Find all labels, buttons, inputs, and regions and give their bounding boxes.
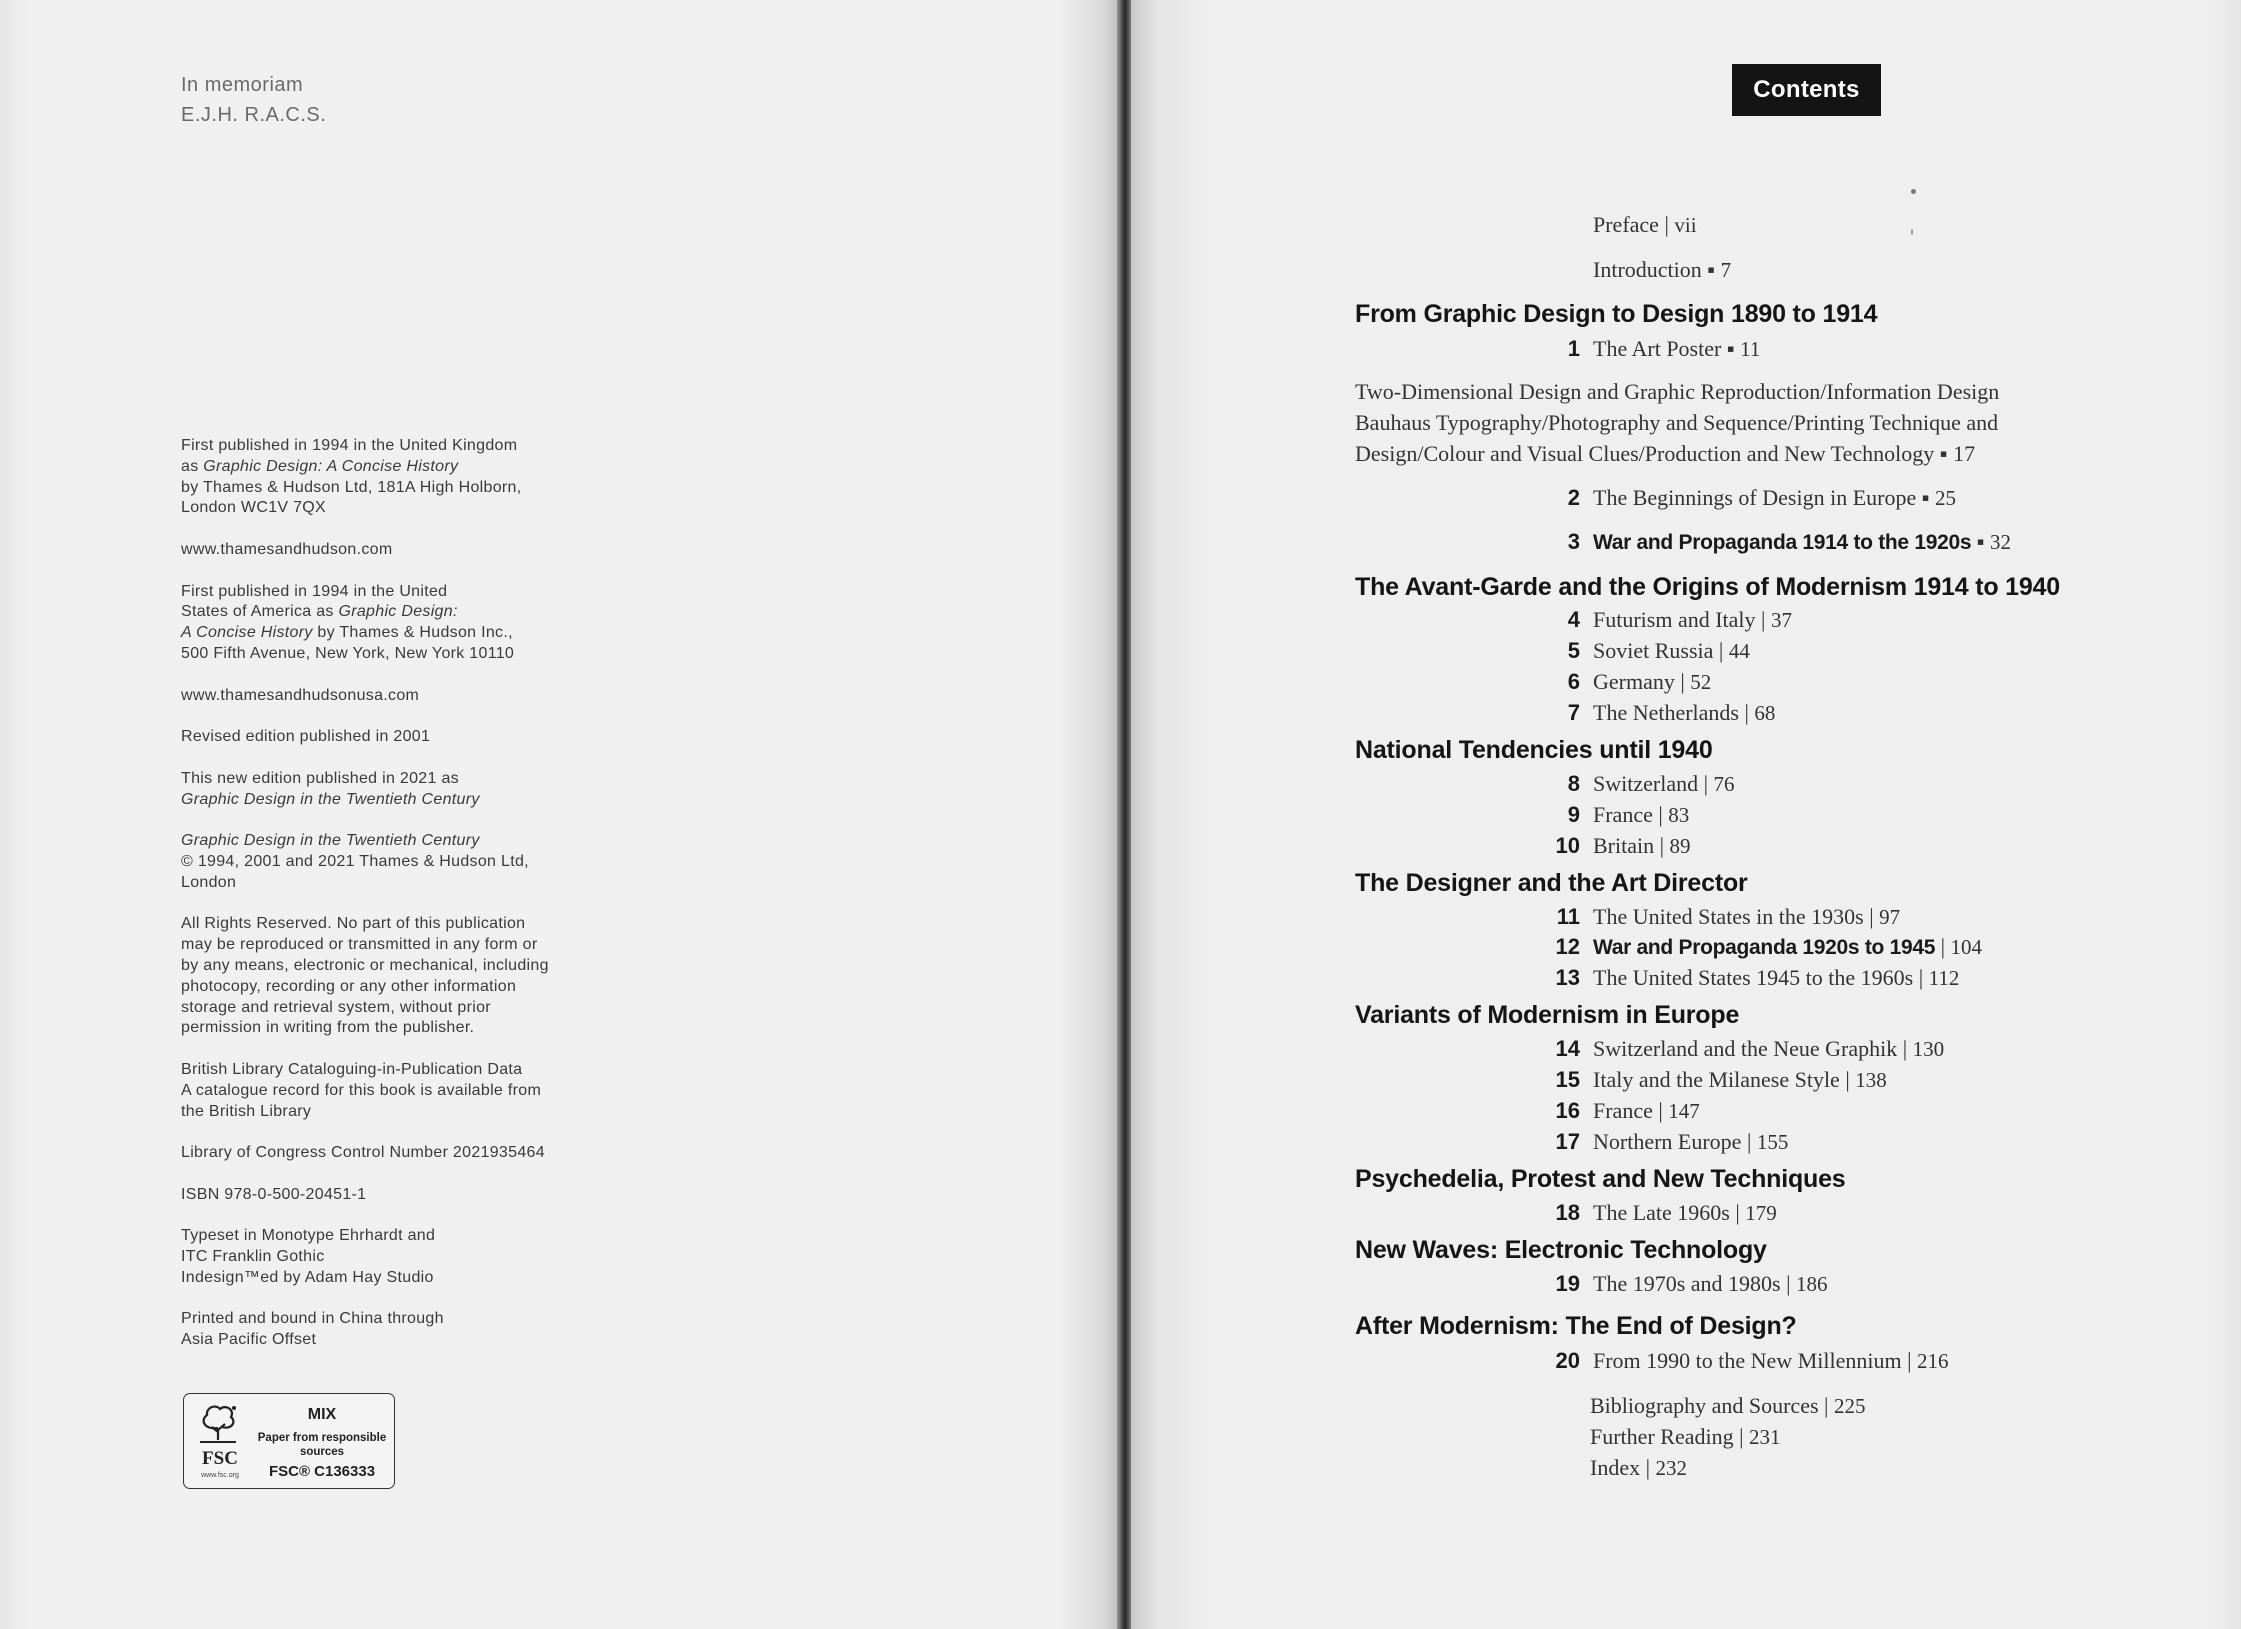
chapter-number: 12 <box>1555 934 1580 959</box>
toc-page-number: 7 <box>1720 258 1732 282</box>
imprint-text: by Thames & Hudson Inc., <box>312 624 513 642</box>
chapter-number: 8 <box>1567 771 1580 796</box>
toc-separator: | <box>1739 1424 1744 1449</box>
contents-heading: Contents <box>1732 64 1881 116</box>
toc-chapter <box>1567 802 1690 828</box>
part-heading: Psychedelia, Protest and New Techniques <box>1355 1165 1846 1193</box>
toc-entry-title: The United States in the 1930s <box>1593 904 1864 929</box>
imprint-text: photocopy, recording or any other information <box>181 977 517 995</box>
toc-separator: ▪ <box>1707 257 1716 282</box>
part-heading: New Waves: Electronic Technology <box>1355 1236 1767 1264</box>
toc-chapter <box>1567 669 1712 695</box>
toc-paragraph-text: Design/Colour and Visual Clues/Production and New Technology <box>1355 441 1935 466</box>
toc-page-number: 186 <box>1796 1272 1828 1296</box>
imprint-text: by any means, electronic or mechanical, including <box>181 956 549 974</box>
imprint-text: ITC Franklin Gothic <box>181 1248 325 1266</box>
toc-preface <box>1593 212 1697 238</box>
toc-entry-title: Soviet Russia <box>1593 638 1714 663</box>
toc-separator: | <box>1918 965 1924 990</box>
chapter-number: 16 <box>1555 1098 1580 1123</box>
imprint-text: Asia Pacific Offset <box>181 1331 317 1349</box>
imprint-text: This new edition published in 2021 as <box>181 769 459 787</box>
toc-separator: ▪ <box>1726 336 1735 361</box>
toc-separator: | <box>1718 638 1724 663</box>
imprint-text: ISBN 978-0-500-20451-1 <box>181 1185 367 1203</box>
imprint-text: London WC1V 7QX <box>181 499 327 517</box>
toc-page-number: 155 <box>1756 1130 1789 1154</box>
toc-separator: | <box>1658 1098 1663 1123</box>
toc-separator: | <box>1680 669 1685 694</box>
toc-paragraph-line <box>1355 410 1998 436</box>
toc-entry-title: The Netherlands <box>1593 700 1739 725</box>
toc-separator: | <box>1940 934 1945 959</box>
toc-page-number: 76 <box>1713 772 1735 796</box>
imprint-text: by Thames & Hudson Ltd, 181A High Holborn, <box>181 478 522 496</box>
toc-separator: ▪ <box>1939 441 1948 466</box>
part-heading: After Modernism: The End of Design? <box>1355 1312 1797 1340</box>
toc-entry-title: From 1990 to the New Millennium <box>1593 1348 1902 1373</box>
toc-separator: | <box>1664 212 1669 237</box>
fsc-code: FSC® C136333 <box>268 1463 376 1480</box>
toc-chapter <box>1555 1348 1949 1374</box>
imprint-title-italic: Graphic Design in the Twentieth Century <box>181 832 480 850</box>
toc-entry-title: Switzerland <box>1593 771 1699 796</box>
toc-entry-title: Italy and the Milanese Style <box>1593 1067 1840 1092</box>
print-speck <box>1911 229 1913 235</box>
chapter-number: 5 <box>1567 638 1580 663</box>
chapter-number: 7 <box>1567 700 1580 725</box>
imprint-text: British Library Cataloguing-in-Publication Data <box>181 1060 523 1078</box>
toc-page-number: vii <box>1674 213 1697 237</box>
toc-entry-title: The United States 1945 to the 1960s <box>1593 965 1914 990</box>
chapter-number: 6 <box>1567 669 1580 694</box>
toc-page-number: 68 <box>1754 701 1776 725</box>
toc-paragraph-line <box>1355 379 1999 405</box>
toc-page-number: 138 <box>1855 1068 1887 1092</box>
toc-chapter <box>1556 904 1901 930</box>
toc-separator: | <box>1824 1393 1829 1418</box>
toc-page-number: 112 <box>1928 966 1960 990</box>
toc-page-number: 44 <box>1728 639 1750 663</box>
toc-chapter <box>1555 1067 1887 1093</box>
toc-chapter <box>1567 638 1750 664</box>
toc-chapter <box>1555 833 1691 859</box>
chapter-number: 14 <box>1555 1036 1580 1061</box>
toc-introduction <box>1593 257 1731 283</box>
toc-back-matter <box>1590 1455 1687 1481</box>
toc-separator: | <box>1845 1067 1850 1092</box>
chapter-number: 4 <box>1567 607 1580 632</box>
toc-page-number: 147 <box>1668 1099 1700 1123</box>
imprint-text: London <box>181 873 237 891</box>
toc-separator: | <box>1907 1348 1912 1373</box>
toc-page-number: 216 <box>1917 1349 1949 1373</box>
chapter-number: 17 <box>1555 1129 1580 1154</box>
toc-page-number: 130 <box>1912 1037 1945 1061</box>
toc-paragraph-text: Two-Dimensional Design and Graphic Reproduction/Information Design <box>1355 379 2000 404</box>
toc-page-number: 52 <box>1690 670 1712 694</box>
fsc-url: www.fsc.org <box>201 1472 239 1479</box>
imprint-text: © 1994, 2001 and 2021 Thames & Hudson Ltd, <box>181 852 529 870</box>
fsc-mark: FSC <box>202 1448 238 1469</box>
imprint-text: the British Library <box>181 1102 312 1120</box>
toc-entry-title: The Late 1960s <box>1593 1200 1730 1225</box>
toc-separator: | <box>1786 1271 1791 1296</box>
toc-page-number: 232 <box>1655 1456 1687 1480</box>
part-heading: From Graphic Design to Design 1890 to 1914 <box>1355 300 1878 328</box>
toc-separator: | <box>1902 1036 1908 1061</box>
toc-separator: | <box>1645 1455 1650 1480</box>
toc-chapter <box>1567 529 2012 555</box>
imprint-text: Printed and bound in China through <box>181 1310 444 1328</box>
toc-entry-title: Futurism and Italy <box>1593 607 1756 632</box>
toc-page-number: 225 <box>1833 1394 1866 1418</box>
toc-entry-title: Germany <box>1593 669 1675 694</box>
dedication-line: E.J.H. R.A.C.S. <box>181 104 327 126</box>
dedication-line: In memoriam <box>181 74 304 96</box>
chapter-number: 3 <box>1567 529 1580 554</box>
toc-page-number: 231 <box>1749 1425 1781 1449</box>
chapter-number: 19 <box>1555 1271 1580 1296</box>
imprint-text: Typeset in Monotype Ehrhardt and <box>181 1227 436 1245</box>
toc-entry-title: Further Reading <box>1590 1424 1734 1449</box>
part-heading: The Designer and the Art Director <box>1355 869 1748 897</box>
part-heading: National Tendencies until 1940 <box>1355 736 1713 764</box>
imprint-text: may be reproduced or transmitted in any form or <box>181 936 538 954</box>
toc-entry-title: The Art Poster <box>1593 336 1722 361</box>
imprint-text: A catalogue record for this book is available from <box>181 1081 542 1099</box>
toc-entry-title: France <box>1593 802 1653 827</box>
imprint-text: www.thamesandhudson.com <box>181 540 393 558</box>
toc-entry-title: Britain <box>1593 833 1655 858</box>
toc-page-number: 104 <box>1950 935 1982 959</box>
imprint-text: Indesign™ed by Adam Hay Studio <box>181 1268 434 1286</box>
imprint-text: permission in writing from the publisher. <box>181 1019 475 1037</box>
toc-paragraph-text: Bauhaus Typography/Photography and Sequence/Printing Technique and <box>1355 410 1999 435</box>
toc-separator: | <box>1703 771 1708 796</box>
toc-separator: ▪ <box>1976 529 1985 554</box>
toc-entry-title: War and Propaganda 1914 to the 1920s <box>1593 531 1972 554</box>
chapter-number: 10 <box>1555 833 1580 858</box>
toc-back-matter <box>1590 1393 1865 1419</box>
imprint-text: storage and retrieval system, without prior <box>181 998 491 1016</box>
imprint-text: All Rights Reserved. No part of this publication <box>181 915 526 933</box>
imprint-text: as <box>181 457 204 475</box>
toc-page-number: 37 <box>1770 608 1792 632</box>
chapter-number: 11 <box>1556 904 1580 929</box>
toc-chapter <box>1555 1200 1777 1226</box>
toc-page-number: 32 <box>1990 530 2012 554</box>
toc-separator: | <box>1746 1129 1752 1154</box>
toc-chapter <box>1567 771 1735 797</box>
toc-page-number: 11 <box>1740 337 1761 361</box>
toc-chapter <box>1567 336 1761 362</box>
toc-chapter <box>1555 934 1982 960</box>
toc-entry-title: Index <box>1590 1455 1646 1480</box>
part-heading: Variants of Modernism in Europe <box>1355 1001 1740 1029</box>
toc-page-number: 97 <box>1879 905 1901 929</box>
chapter-number: 20 <box>1555 1348 1580 1373</box>
chapter-number: 13 <box>1555 965 1580 990</box>
chapter-number: 9 <box>1567 802 1580 827</box>
chapter-number: 1 <box>1567 336 1580 361</box>
toc-chapter <box>1555 1036 1945 1062</box>
toc-chapter <box>1555 965 1960 991</box>
toc-chapter <box>1567 700 1776 726</box>
fsc-paper-source: Paper from responsible sources <box>257 1432 387 1458</box>
imprint-text: Library of Congress Control Number 2021935464 <box>181 1144 545 1162</box>
imprint-title-italic: Graphic Design in the Twentieth Century <box>181 790 480 808</box>
toc-page-number: 17 <box>1953 441 1976 466</box>
toc-entry-title: France <box>1593 1098 1653 1123</box>
toc-page-number: 89 <box>1669 834 1691 858</box>
toc-page-number: 83 <box>1668 803 1690 827</box>
imprint-title-italic: Graphic Design: <box>338 603 458 621</box>
toc-page-number: 179 <box>1745 1201 1777 1225</box>
part-heading: The Avant-Garde and the Origins of Modernism 1914 to 1940 <box>1355 573 2060 601</box>
toc-entry-title: Switzerland and the Neue Graphik <box>1593 1036 1898 1061</box>
chapter-number: 18 <box>1555 1200 1580 1225</box>
fsc-mix-label: MIX <box>307 1406 337 1423</box>
chapter-number: 2 <box>1567 485 1580 510</box>
toc-paragraph-line <box>1355 441 1975 467</box>
toc-entry-title: Preface <box>1593 212 1659 237</box>
toc-chapter <box>1555 1129 1789 1155</box>
toc-separator: | <box>1658 802 1663 827</box>
imprint-text: First published in 1994 in the United <box>181 582 448 600</box>
toc-separator: | <box>1744 700 1749 725</box>
imprint-text: States of America as <box>181 603 339 621</box>
toc-page-number: 25 <box>1935 486 1957 510</box>
toc-separator: | <box>1659 833 1665 858</box>
toc-entry-title: The 1970s and 1980s <box>1593 1271 1781 1296</box>
toc-separator: | <box>1735 1200 1740 1225</box>
imprint-text: 500 Fifth Avenue, New York, New York 10110 <box>181 644 515 662</box>
toc-chapter <box>1555 1098 1700 1124</box>
toc-chapter <box>1567 607 1792 633</box>
imprint-title-italic: Graphic Design: A Concise History <box>203 457 459 475</box>
imprint-title-italic: A Concise History <box>181 624 313 642</box>
toc-entry-title: Introduction <box>1593 257 1702 282</box>
toc-entry-title: Northern Europe <box>1593 1129 1742 1154</box>
toc-separator: | <box>1869 904 1874 929</box>
toc-chapter <box>1567 485 1957 511</box>
toc-back-matter <box>1590 1424 1781 1450</box>
print-speck <box>1911 189 1916 194</box>
imprint-text: www.thamesandhudsonusa.com <box>181 686 420 704</box>
toc-entry-title: The Beginnings of Design in Europe <box>1593 485 1917 510</box>
toc-separator: ▪ <box>1921 485 1930 510</box>
toc-separator: | <box>1761 607 1766 632</box>
toc-chapter <box>1555 1271 1828 1297</box>
toc-entry-title: War and Propaganda 1920s to 1945 <box>1593 936 1936 959</box>
chapter-number: 15 <box>1555 1067 1580 1092</box>
imprint-text: First published in 1994 in the United Kingdom <box>181 437 518 454</box>
imprint-text: Revised edition published in 2001 <box>181 728 431 746</box>
toc-entry-title: Bibliography and Sources <box>1590 1393 1819 1418</box>
